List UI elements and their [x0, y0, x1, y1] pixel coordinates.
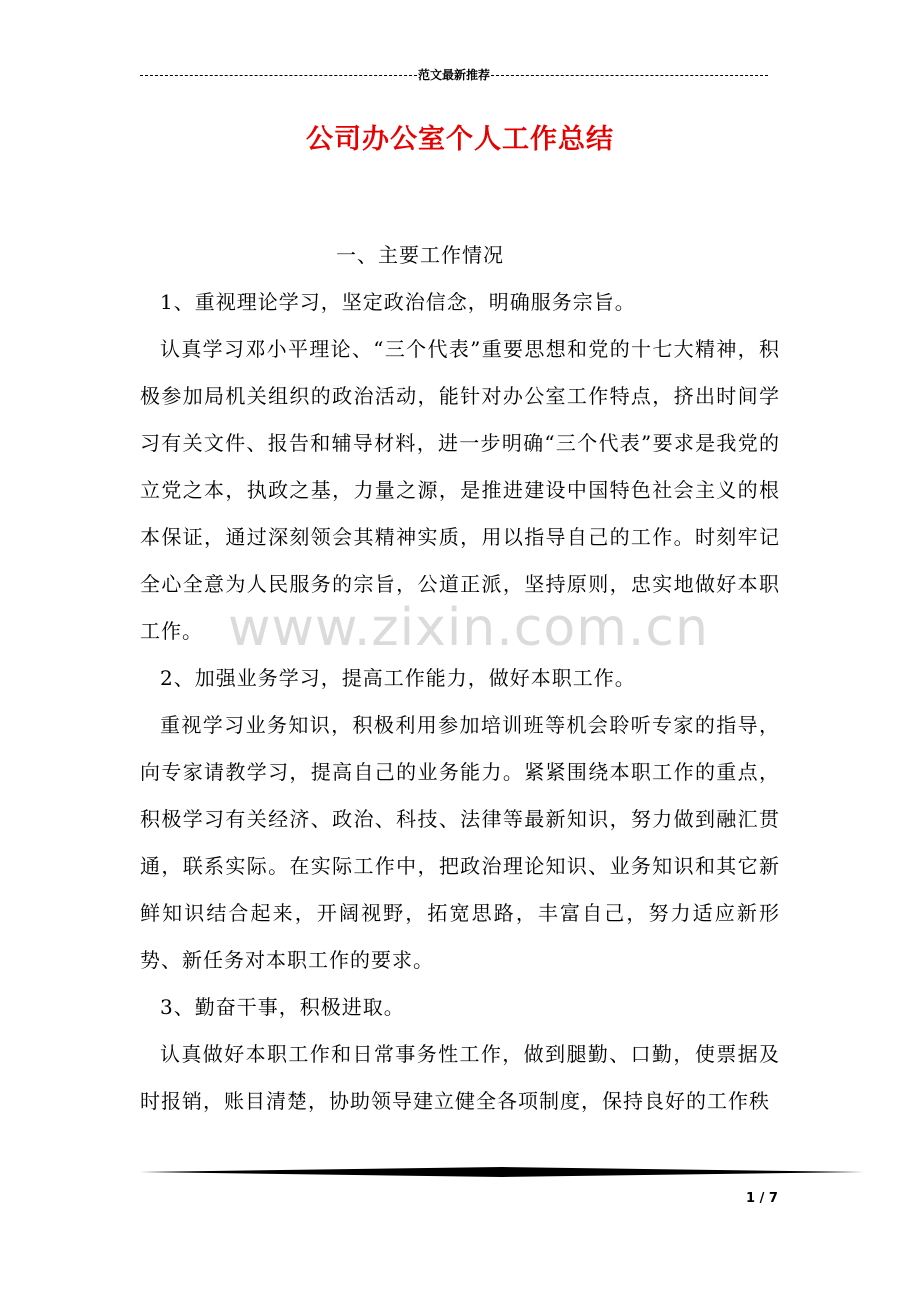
watermark: www.zixin.com.cn: [228, 598, 709, 658]
body-paragraph: 重视学习业务知识，积极利用参加培训班等机会聆听专家的指导，向专家请教学习，提高自己的业务能力。紧紧围绕本职工作的重点，积极学习有关经济、政治、科技、法律等最新知识，努力做到融汇贯通，联系实际。在实际工作中，把政治理论知识、业务知识和其它新鲜知识结合起来，开阔视野，拓宽思路，丰富自己，努力适应新形势、新任务对本职工作的要求。: [140, 713, 780, 972]
section-heading: 一、主要工作情况: [336, 243, 504, 267]
item-heading: 1、重视理论学习，坚定政治信念，明确服务宗旨。: [160, 290, 636, 314]
header-dash-right: [491, 75, 768, 76]
item-heading: 3、勤奋干事，积极进取。: [160, 995, 405, 1019]
body-paragraph: 认真做好本职工作和日常事务性工作，做到腿勤、口勤，使票据及时报销，账目清楚，协助领导建立健全各项制度，保持良好的工作秩: [140, 1042, 780, 1113]
header-dash-left: [140, 75, 417, 76]
footer-rule: [140, 1165, 864, 1179]
body-paragraph: 认真学习邓小平理论、“三个代表”重要思想和党的十七大精神，积极参加局机关组织的政治活动，能针对办公室工作特点，挤出时间学习有关文件、报告和辅导材料，进一步明确“三个代表”要求是我党的立党之本，执政之基，力量之源，是推进建设中国特色社会主义的根本保证，通过深刻领会其精神实质，用以指导自己的工作。时刻牢记全心全意为人民服务的宗旨，公道正派，坚持原则，忠实地做好本职工作。: [140, 337, 780, 643]
header-label: 范文最新推荐: [418, 68, 491, 82]
document-title: 公司办公室个人工作总结: [306, 124, 614, 155]
page-header: [140, 66, 768, 84]
document-body: [140, 232, 780, 1125]
page-number: 1 / 7: [746, 1191, 778, 1206]
item-heading: 2、加强业务学习，提高工作能力，做好本职工作。: [160, 666, 636, 690]
